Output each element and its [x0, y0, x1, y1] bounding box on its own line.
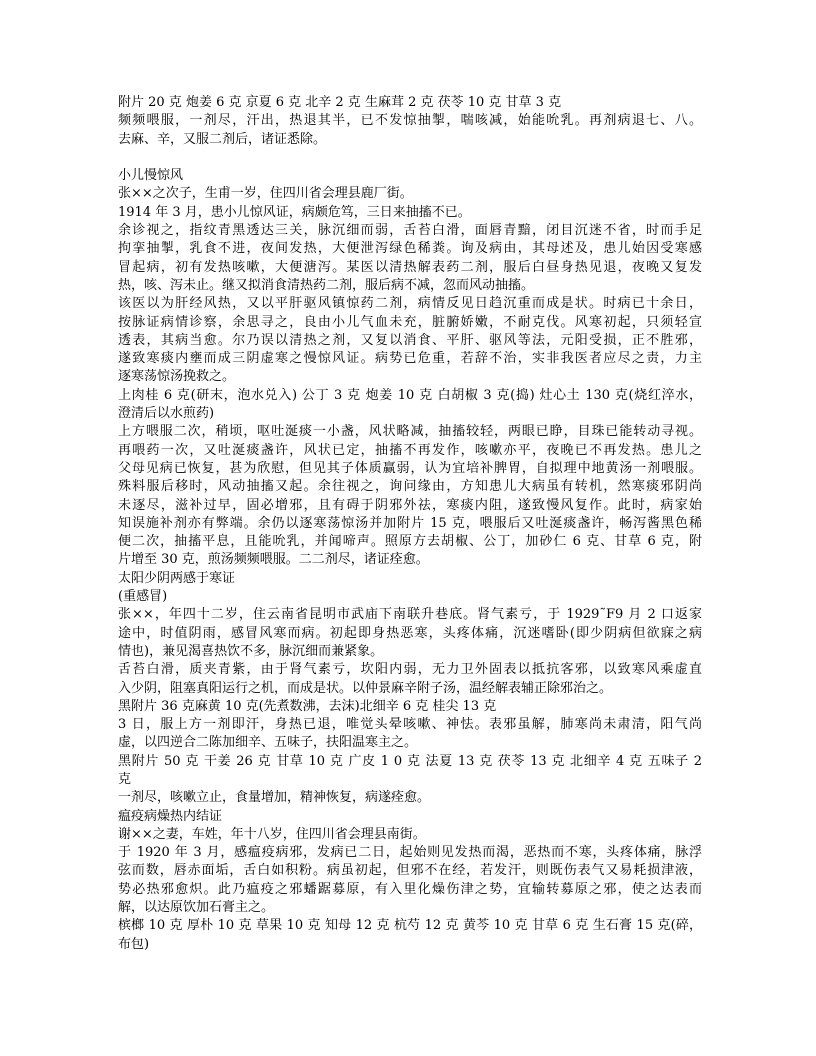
text-line: 1914 年 3 月，患小儿惊风证，病颇危笃，三日来抽搐不已。 — [118, 204, 471, 220]
paragraph — [118, 423, 702, 569]
text-line: 拘挛抽掣，乳食不进，夜间发热，大便泄泻绿色稀粪。询及病由，其母述及，患儿始因受寒感 — [118, 241, 702, 257]
text-line: 知误施补剂亦有弊端。余仍以逐寒荡惊汤并加附片 15 克，喂服后又吐涎痰盏许，畅泻酱黑色稀 — [118, 515, 702, 531]
paragraph — [118, 295, 702, 386]
paragraph — [118, 661, 702, 698]
paragraph — [118, 606, 702, 661]
text-line: 布包) — [118, 936, 150, 952]
paragraph — [118, 789, 702, 807]
blank-line — [118, 149, 702, 167]
text-line: 再喂药一次，又吐涎痰盏许，风状已定，抽搐不再发作，咳嗽亦平，夜晚已不再发热。患儿之 — [118, 442, 702, 458]
text-line: 一剂尽，咳嗽立止，食量增加，精神恢复，病遂痊愈。 — [118, 790, 431, 806]
text-line: 上方喂服二次，稍顷，呕吐涎痰一小盏，风状略减，抽搐较轻，两眼已睁，目珠已能转动寻视。 — [118, 424, 702, 440]
text-line: 片增至 30 克，煎汤频频喂服。二二剂尽，诸证痊愈。 — [118, 552, 429, 568]
text-line: 入少阴，阻塞真阳运行之机，而成是状。以仲景麻辛附子汤，温经解表辅正除邪治之。 — [118, 680, 613, 696]
text-line: 父母见病已恢复，甚为欣慰，但见其子体质赢弱，认为宜培补脾胃，自拟理中地黄汤一剂喂服。 — [118, 460, 702, 476]
paragraph — [118, 844, 702, 917]
text-line: 解，以达原饮加石膏主之。 — [118, 900, 275, 916]
text-line: 太阳少阴两感于寒证 — [118, 570, 236, 586]
text-line: 殊料服后移时，风动抽搐又起。余往视之，询问缘由，方知患儿大病虽有转机，然寒痰邪阴尚 — [118, 479, 702, 495]
text-line: 上肉桂 6 克(研末，泡水兑入) 公丁 3 克 炮姜 10 克 白胡椒 3 克(捣) 灶心土 130 克(烧红淬水， — [118, 387, 702, 403]
text-line: 按脉证病情诊察，余思寻之，良由小儿气血未充，脏腑娇嫩，不耐克伐。风寒初起，只须轻宣 — [118, 314, 702, 330]
text-line: 虚，以四逆合二陈加细辛、五味子，扶阳温寒主之。 — [118, 735, 418, 751]
paragraph — [118, 94, 702, 112]
text-line: 遂致寒痰内壅而成三阴虚寒之慢惊风证。病势已危重，若辞不治，实非我医者应尽之责，力主 — [118, 351, 702, 367]
text-line: 槟榔 10 克 厚朴 10 克 草果 10 克 知母 12 克 杭芍 12 克 黄芩 10 克 甘草 6 克 生石膏 15 克(碎， — [118, 918, 702, 934]
text-line: 舌苔白滑，质夹青紫，由于肾气素亏，坎阳内弱，无力卫外固表以抵抗客邪，以致寒风乘虚直 — [118, 662, 702, 678]
text-line: 于 1920 年 3 月，感瘟疫病邪，发病已二日，起始则见发热而渴，恶热而不寒，头疼体痛，脉浮 — [118, 845, 702, 861]
text-line: 途中，时值阴雨，感冒风寒而病。初起即身热恶寒，头疼体痛，沉迷嗜卧(即少阴病但欲寐之病 — [118, 625, 702, 641]
text-line: 便二次，抽搐平息，且能吮乳，并闻啼声。照原方去胡椒、公丁，加砂仁 6 克、甘草 6 克，附 — [118, 534, 702, 550]
section-heading — [118, 167, 702, 185]
text-line: 透表，其病当愈。尔乃误以清热之剂，又复以消食、平肝、驱风等法，元阳受损，正不胜邪， — [118, 332, 702, 348]
text-line: 谢××之妻，车姓，年十八岁，住四川省会理县南街。 — [118, 826, 426, 842]
text-line: 逐寒荡惊汤挽救之。 — [118, 369, 236, 385]
text-line: 势必热邪愈炽。此乃瘟疫之邪蟠踞募原，有入里化燥伤津之势，宜输转募原之邪，使之达表而 — [118, 881, 702, 897]
text-line: 去麻、辛，又服二剂后，诸证悉除。 — [118, 131, 327, 147]
text-line: (重感冒) — [118, 589, 168, 605]
paragraph — [118, 716, 702, 753]
paragraph — [118, 753, 702, 790]
text-line: 该医以为肝经风热，又以平肝驱风镇惊药二剂，病情反见日趋沉重而成是状。时病已十余日， — [118, 296, 702, 312]
paragraph — [118, 698, 702, 716]
text-line: 澄清后以水煎药) — [118, 406, 215, 422]
text-line: 余诊视之，指纹青黑透达三关，脉沉细而弱，舌苔白滑，面唇青黯，闭目沉迷不省，时而手足 — [118, 223, 702, 239]
text-line: 瘟疫病燥热内结证 — [118, 808, 223, 824]
text-line: 附片 20 克 炮姜 6 克 京夏 6 克 北辛 2 克 生麻茸 2 克 茯苓 10 克 甘草 3 克 — [118, 95, 562, 110]
text-line: 3 日，服上方一剂即汗，身热已退，唯觉头晕咳嗽、神怯。表邪虽解，肺寒尚未肃清，阳气尚 — [118, 717, 702, 733]
text-line: 张××，年四十二岁，住云南省昆明市武庙下南联升巷底。肾气素亏，于 1929˜F9 月 2 口返家 — [118, 607, 702, 623]
text-line: 克 — [118, 771, 132, 787]
text-line: 热，咳、泻未止。继又拟消食清热药二剂，服后病不减，忽而风动抽搐。 — [118, 277, 535, 293]
text-line: 小儿慢惊风 — [118, 168, 184, 184]
paragraph — [118, 185, 702, 203]
paragraph — [118, 112, 702, 149]
paragraph — [118, 222, 702, 295]
text-line: 黑附片 36 克麻黄 10 克(先煮数沸，去沫)北细辛 6 克 桂尖 13 克 — [118, 698, 497, 714]
paragraph — [118, 387, 702, 424]
text-line: 张××之次子，生甫一岁，住四川省会理县鹿厂街。 — [118, 186, 413, 202]
text-line: 冒起病，初有发热咳嗽，大便溏泻。某医以清热解表药二剂，服后白昼身热见退，夜晚又复发 — [118, 259, 702, 275]
paragraph — [118, 588, 702, 606]
text-line: 情也)，兼见渴喜热饮不多，脉沉细而兼紧象。 — [118, 643, 384, 659]
paragraph — [118, 826, 702, 844]
text-line: 频频喂服，一剂尽，汗出，热退其半，已不发惊抽掣，喘咳减，始能吮乳。再剂病退七、八。 — [118, 113, 702, 129]
text-line: 未逐尽，滋补过早，固必增邪，且有碍于阴邪外祛，寒痰内阻，遂致慢风复作。此时，病家始 — [118, 497, 702, 513]
paragraph — [118, 204, 702, 222]
text-line: 黑附片 50 克 干姜 26 克 甘草 10 克 广皮 1 0 克 法夏 13 克 茯苓 13 克 北细辛 4 克 五味子 2 — [118, 753, 702, 769]
document-body — [118, 94, 702, 954]
text-line: 弦而数，唇赤面垢，舌白如积粉。病虽初起，但邪不在经，若发汗，则既伤表气又易耗损津液， — [118, 863, 702, 879]
paragraph — [118, 917, 702, 954]
section-heading — [118, 808, 702, 826]
section-heading — [118, 570, 702, 588]
